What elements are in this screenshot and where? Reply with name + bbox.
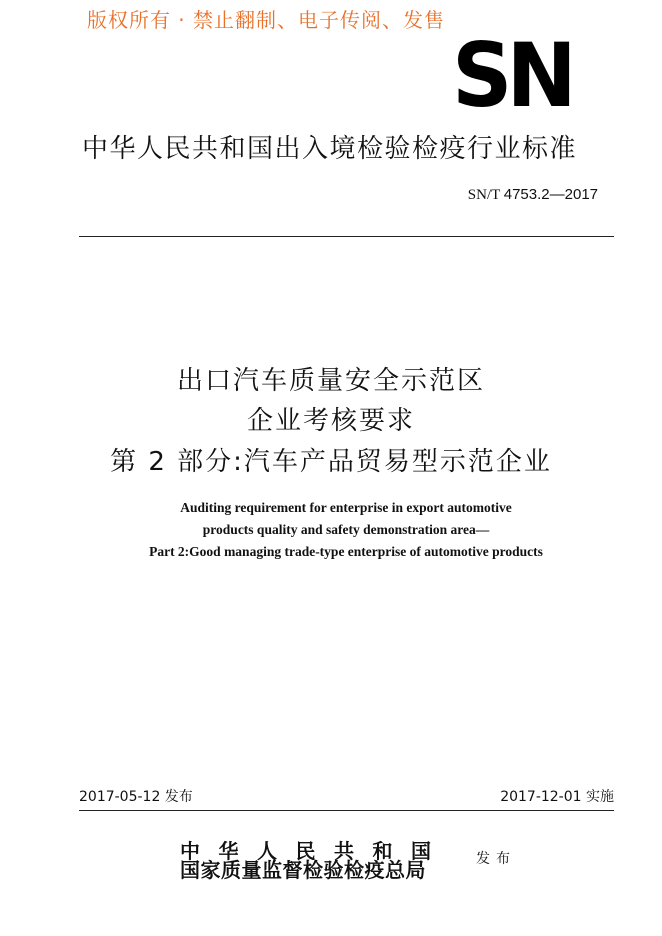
bottom-divider xyxy=(79,810,614,811)
en-title-line-3: Part 2:Good managing trade-type enterprise of automotive products xyxy=(149,544,543,559)
issuer-country: 中华人民共和国 xyxy=(180,839,450,863)
en-title-line-2: products quality and safety demonstration area— xyxy=(202,522,490,537)
issuer-agency: 国家质量监督检验检疫总局 xyxy=(180,858,426,882)
issue-date: 2017-05-12 发布 xyxy=(79,789,193,805)
copyright-notice: 版权所有 · 禁止翻制、电子传阅、发售 xyxy=(86,8,446,32)
cn-title-line-1: 出口汽车质量安全示范区 xyxy=(176,366,485,396)
implement-date: 2017-12-01 实施 xyxy=(500,789,614,805)
org-title: 中华人民共和国出入境检验检疫行业标准 xyxy=(82,134,578,164)
standard-code: 4753.2—2017 xyxy=(503,186,598,203)
cn-title-line-2: 企业考核要求 xyxy=(246,406,415,436)
standard-prefix: SN/T xyxy=(467,187,500,203)
cn-title-line-3: 第 2 部分:汽车产品贸易型示范企业 xyxy=(110,447,552,477)
top-divider xyxy=(79,236,614,237)
en-title-line-1: Auditing requirement for enterprise in export automotive xyxy=(180,500,512,515)
standard-number xyxy=(468,186,598,204)
sn-logo: SN xyxy=(452,24,571,128)
issue-action: 发布 xyxy=(476,851,516,867)
